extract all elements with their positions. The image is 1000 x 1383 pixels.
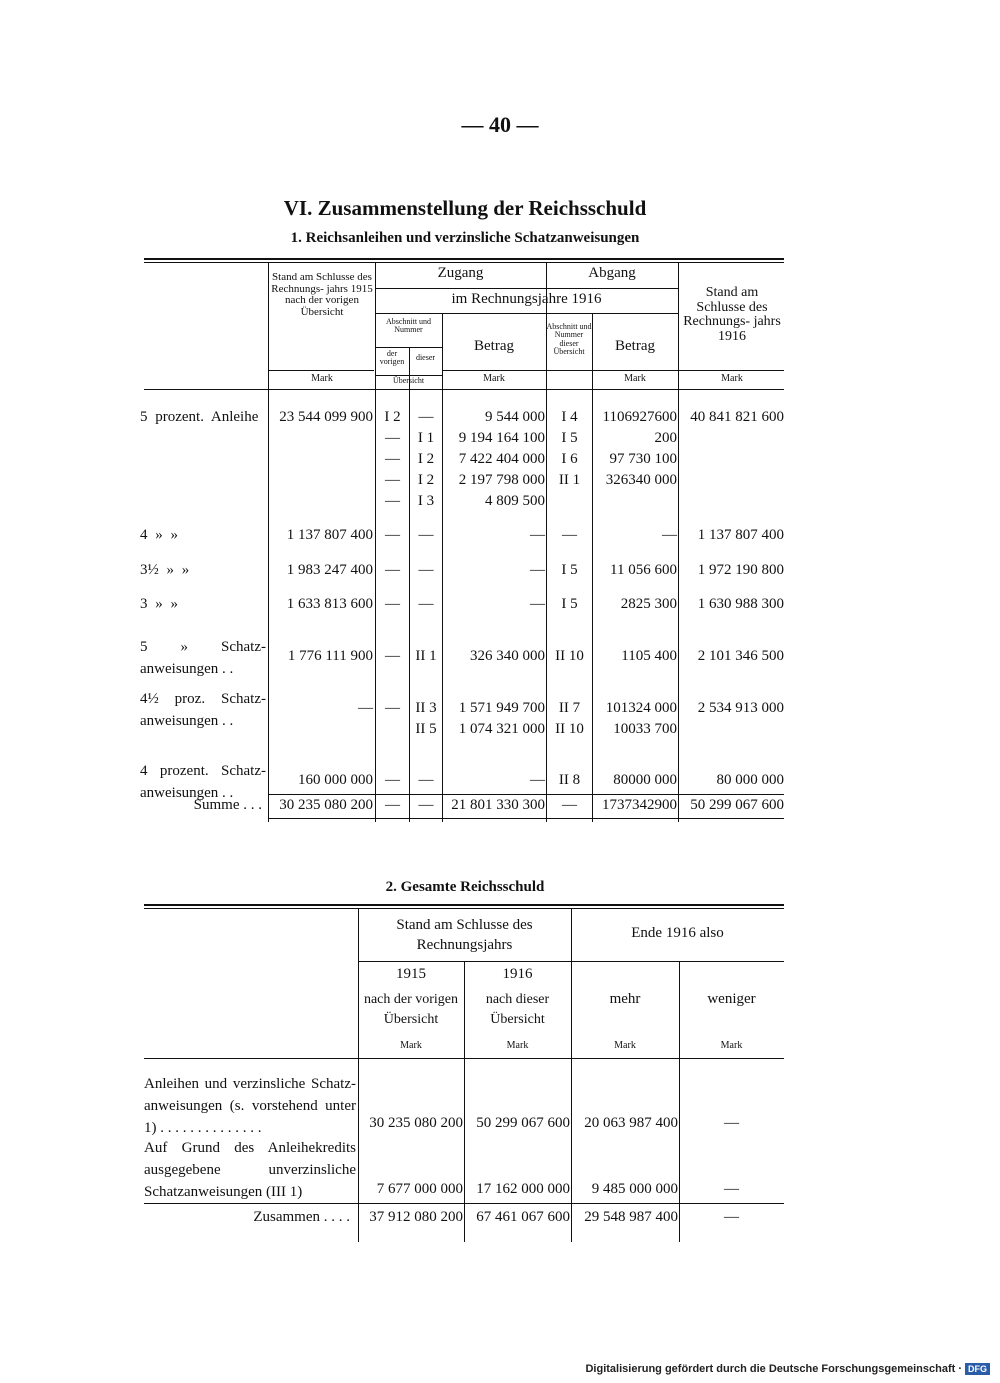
cell-zugang-dieser: I 2 <box>417 472 435 488</box>
cell-zugang-dieser: I 3 <box>417 493 435 509</box>
row-label: 4 » » <box>140 527 178 543</box>
cell-zugang-betrag: — <box>530 772 545 788</box>
total-cell-zugang-vorige: — <box>385 797 400 813</box>
t2-row-label: Auf Grund des Anleihekredits ausgegebene unverzinsliche Schatzanweisungen (III 1) <box>144 1140 356 1200</box>
cell-abgang-betrag: 97 730 100 <box>609 451 677 467</box>
header-mark-2: Mark <box>483 373 505 384</box>
cell-zugang-dieser: I 2 <box>417 451 435 467</box>
cell-stand-1915: 1 137 807 400 <box>286 527 373 543</box>
cell-zugang-vorige: — <box>385 527 400 543</box>
header-abgang: Abgang <box>588 265 636 281</box>
total-cell-abgang-betrag: 1737342900 <box>602 797 677 813</box>
cell-abgang-abschnitt: I 5 <box>561 562 578 578</box>
section2-title: 2. Gesamte Reichsschuld <box>385 879 545 895</box>
cell-abgang-abschnitt: I 5 <box>561 430 578 446</box>
t2-header-stand: Stand am Schlusse des Rechnungsjahrs <box>396 917 533 953</box>
total-cell-stand-1916: 50 299 067 600 <box>690 797 784 813</box>
t2-header-1915: 1915 <box>396 966 426 982</box>
cell-zugang-vorige: — <box>385 430 400 446</box>
cell-zugang-betrag: 326 340 000 <box>470 648 545 664</box>
cell-stand-1916: 40 841 821 600 <box>690 409 784 425</box>
header-abschnitt: Abschnitt und Nummer <box>385 317 432 335</box>
cell-abgang-abschnitt: — <box>562 527 577 543</box>
total-cell-stand-1915: 30 235 080 200 <box>279 797 373 813</box>
t2-total-1916: 67 461 067 600 <box>476 1209 570 1225</box>
cell-abgang-abschnitt: II 10 <box>555 648 584 664</box>
t2-header-mehr: mehr <box>609 991 641 1007</box>
t2-cell-1916: 17 162 000 000 <box>476 1181 570 1197</box>
cell-abgang-abschnitt: II 7 <box>558 700 581 716</box>
cell-zugang-dieser: — <box>418 562 434 578</box>
header-mark-1: Mark <box>311 373 333 384</box>
cell-stand-1915: 23 544 099 900 <box>279 409 373 425</box>
cell-stand-1915: 1 983 247 400 <box>286 562 373 578</box>
cell-abgang-betrag: 2825 300 <box>620 596 677 612</box>
t2-total-1915: 37 912 080 200 <box>369 1209 463 1225</box>
t2-mark-2: Mark <box>506 1040 529 1051</box>
header-der-vorigen: der vorigen <box>379 349 405 367</box>
t2-header-weniger: weniger <box>707 991 756 1007</box>
t2-row-label: Anleihen und verzinsliche Schatz- anweisungen (s. vorstehend unter 1) . . . . . . . . . . . . . . <box>144 1076 356 1136</box>
cell-zugang-vorige: — <box>385 472 400 488</box>
cell-zugang-dieser: II 1 <box>415 648 437 664</box>
cell-abgang-abschnitt: I 6 <box>561 451 578 467</box>
cell-zugang-betrag: — <box>530 562 545 578</box>
cell-zugang-dieser: — <box>418 527 434 543</box>
cell-abgang-betrag: 10033 700 <box>613 721 677 737</box>
footer-text: Digitalisierung gefördert durch die Deutsche Forschungsgemeinschaft · <box>585 1362 962 1375</box>
header-zugang: Zugang <box>437 265 484 281</box>
header-stand-1916: Stand am Schlusse des Rechnungs- jahrs 1916 <box>683 285 781 345</box>
cell-zugang-betrag: 1 074 321 000 <box>458 721 545 737</box>
t2-mark-3: Mark <box>614 1040 636 1051</box>
cell-zugang-vorige: — <box>385 451 400 467</box>
cell-abgang-betrag: 200 <box>654 430 677 446</box>
t2-cell-weniger: — <box>724 1181 739 1197</box>
cell-abgang-betrag: 80000 000 <box>613 772 677 788</box>
t2-header-1916: 1916 <box>502 966 533 982</box>
cell-zugang-betrag: 4 809 500 <box>485 493 545 509</box>
header-abschnitt-abgang: Abschnitt und Nummer dieser Übersicht <box>546 322 592 357</box>
cell-zugang-betrag: — <box>530 596 545 612</box>
t2-total-label: Zusammen . . . . <box>253 1209 350 1225</box>
t2-header-ende: Ende 1916 also <box>631 925 724 941</box>
cell-abgang-betrag: 101324 000 <box>605 700 677 716</box>
cell-stand-1916: 1 972 190 800 <box>697 562 784 578</box>
header-stand-1915: Stand am Schlusse des Rechnungs- jahrs 1915 nach der vorigen Übersicht <box>271 271 373 318</box>
header-betrag-zugang: Betrag <box>474 338 514 354</box>
header-mark-4: Mark <box>721 373 743 384</box>
cell-abgang-abschnitt: I 5 <box>561 596 578 612</box>
total-cell-zugang-betrag: 21 801 330 300 <box>451 797 545 813</box>
header-rechnungsjahr: im Rechnungsjahre 1916 <box>451 291 602 307</box>
cell-abgang-abschnitt: II 10 <box>555 721 584 737</box>
t2-cell-1916: 50 299 067 600 <box>476 1115 570 1131</box>
t2-mark-1: Mark <box>400 1040 422 1051</box>
cell-abgang-betrag: 11 056 600 <box>610 562 677 578</box>
cell-zugang-betrag: 1 571 949 700 <box>458 700 545 716</box>
cell-stand-1915: — <box>358 700 373 716</box>
row-label: 3 » » <box>140 596 178 612</box>
cell-stand-1916: 2 101 346 500 <box>697 648 784 664</box>
cell-zugang-betrag: 7 422 404 000 <box>458 451 545 467</box>
t2-mark-4: Mark <box>720 1040 743 1051</box>
header-dieser: dieser <box>415 353 436 362</box>
cell-stand-1915: 1 776 111 900 <box>287 648 373 664</box>
cell-stand-1916: 1 630 988 300 <box>697 596 784 612</box>
total-label: Summe . . . <box>193 797 262 813</box>
t2-cell-weniger: — <box>724 1115 739 1131</box>
row-label: 5 prozent. Anleihe <box>140 409 259 425</box>
cell-zugang-dieser: — <box>418 409 434 425</box>
cell-zugang-dieser: I 1 <box>417 430 435 446</box>
t2-cell-1915: 30 235 080 200 <box>369 1115 463 1131</box>
row-label: 3½ » » <box>140 562 190 578</box>
footer-credit <box>585 1363 990 1375</box>
cell-abgang-abschnitt: II 1 <box>558 472 581 488</box>
dfg-logo: DFG <box>965 1363 990 1375</box>
t2-cell-mehr: 20 063 987 400 <box>584 1115 678 1131</box>
cell-zugang-dieser: II 3 <box>415 700 437 716</box>
cell-abgang-betrag: — <box>662 527 677 543</box>
header-uebersicht: Übersicht <box>392 376 425 385</box>
cell-zugang-betrag: 9 194 164 100 <box>458 430 545 446</box>
t2-cell-mehr: 9 485 000 000 <box>591 1181 678 1197</box>
section1-title: 1. Reichsanleihen und verzinsliche Schatzanweisungen <box>290 230 640 246</box>
cell-stand-1916: 2 534 913 000 <box>697 700 784 716</box>
page-title: VI. Zusammenstellung der Reichsschuld <box>283 196 647 220</box>
total-cell-abgang-abschnitt: — <box>562 797 577 813</box>
cell-abgang-betrag: 1105 400 <box>621 648 677 664</box>
cell-zugang-vorige: — <box>385 700 400 716</box>
t2-cell-1915: 7 677 000 000 <box>376 1181 463 1197</box>
cell-abgang-betrag: 326340 000 <box>605 472 677 488</box>
cell-abgang-abschnitt: I 4 <box>561 409 578 425</box>
t2-header-nach-vorigen: nach der vorigen Übersicht <box>363 992 459 1027</box>
page-number: — 40 — <box>461 112 539 137</box>
cell-zugang-dieser: — <box>418 772 434 788</box>
cell-stand-1915: 160 000 000 <box>298 772 373 788</box>
cell-stand-1915: 1 633 813 600 <box>286 596 373 612</box>
cell-zugang-vorige: — <box>385 562 400 578</box>
cell-stand-1916: 80 000 000 <box>716 772 784 788</box>
cell-abgang-abschnitt: II 8 <box>558 772 581 788</box>
cell-zugang-betrag: 2 197 798 000 <box>458 472 545 488</box>
row-label: 5 » Schatz- anweisungen . . <box>140 639 266 677</box>
cell-zugang-dieser: — <box>418 596 434 612</box>
t2-total-mehr: 29 548 987 400 <box>584 1209 678 1225</box>
total-cell-zugang-dieser: — <box>418 797 434 813</box>
cell-zugang-vorige: — <box>385 596 400 612</box>
cell-zugang-vorige: — <box>385 648 400 664</box>
row-label: 4½ proz. Schatz- anweisungen . . <box>140 691 266 729</box>
header-betrag-abgang: Betrag <box>615 338 655 354</box>
cell-zugang-vorige: — <box>385 493 400 509</box>
t2-header-nach-dieser: nach dieser Übersicht <box>485 992 550 1027</box>
row-label: 4 prozent. Schatz- anweisungen . . <box>140 763 266 801</box>
cell-zugang-betrag: — <box>530 527 545 543</box>
cell-zugang-vorige: I 2 <box>384 409 401 425</box>
cell-zugang-vorige: — <box>385 772 400 788</box>
t2-total-weniger: — <box>724 1209 739 1225</box>
header-mark-3: Mark <box>624 373 646 384</box>
cell-zugang-betrag: 9 544 000 <box>485 409 545 425</box>
cell-zugang-dieser: II 5 <box>415 721 437 737</box>
cell-stand-1916: 1 137 807 400 <box>697 527 784 543</box>
cell-abgang-betrag: 1106927600 <box>602 409 677 425</box>
